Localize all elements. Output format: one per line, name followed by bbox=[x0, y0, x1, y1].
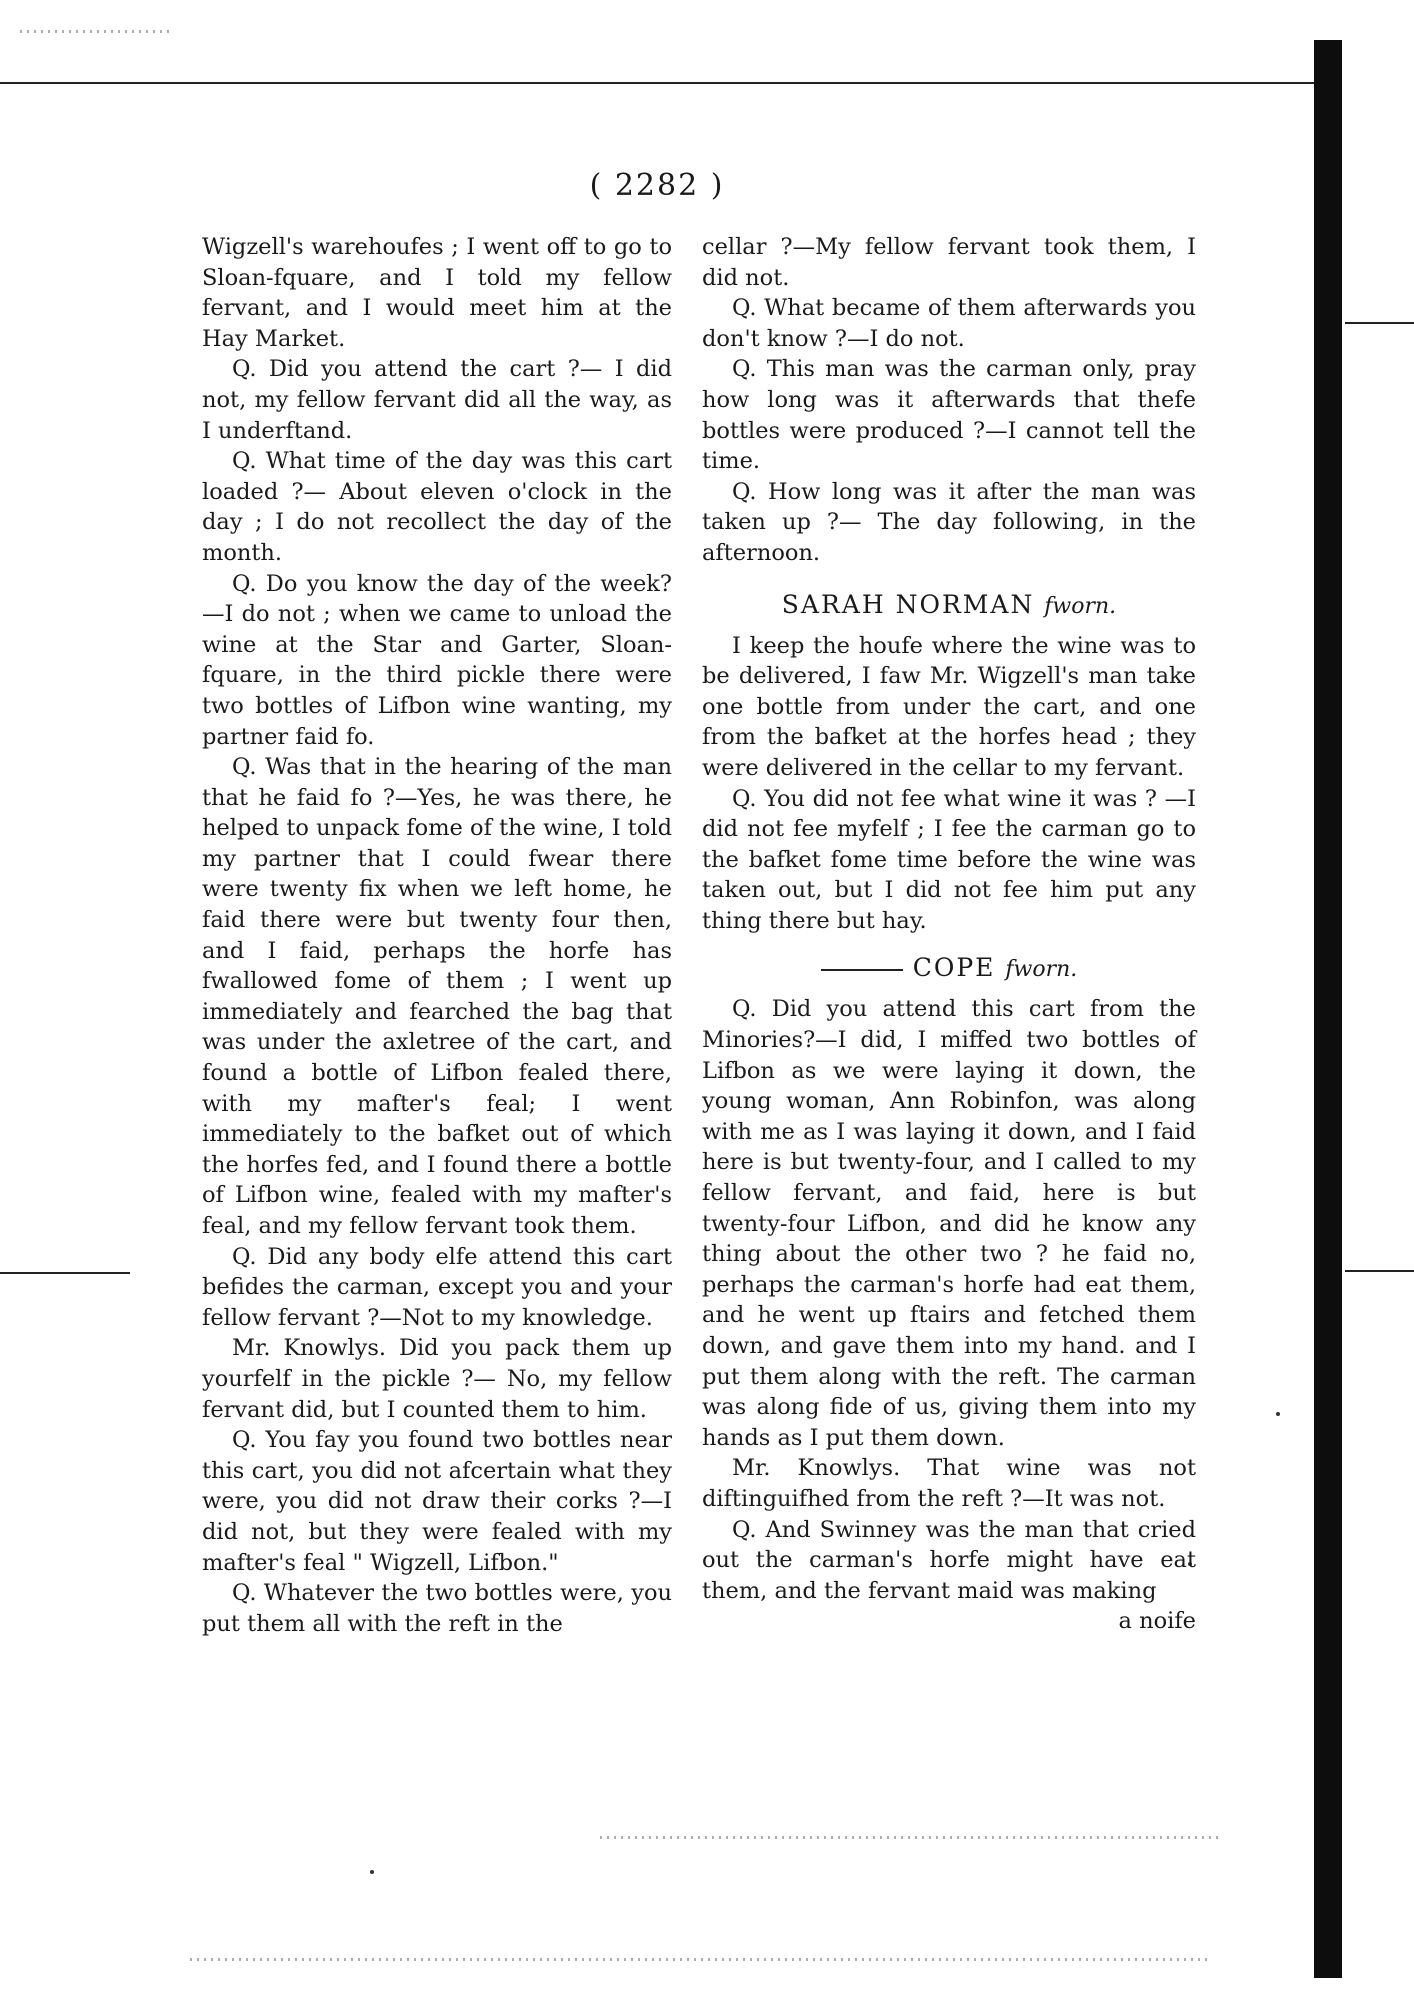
catchword: a noife bbox=[1118, 1608, 1196, 1635]
scan-noise-bottom-2 bbox=[190, 1958, 1210, 1961]
scan-rule-left bbox=[0, 1272, 130, 1274]
name-blank-rule bbox=[821, 969, 903, 971]
paragraph: Q. You fay you found two bottles near this cart, you did not afcertain what they were, you did not draw their corks ?—I did not, but they were fealed with my mafter's feal " Wigzell, Lifbon." bbox=[202, 1427, 672, 1576]
paragraph: Q. How long was it after the man was taken up ?— The day following, in the afternoon. bbox=[702, 478, 1196, 566]
paragraph: Q. Did any body elfe attend this cart befides the carman, except you and your fellow fervant ?—Not to my knowledge. bbox=[202, 1243, 672, 1331]
scan-noise-bottom-1 bbox=[600, 1836, 1220, 1839]
paragraph: Q. Whatever the two bottles were, you put them all with the reft in the bbox=[202, 1580, 672, 1637]
paragraph: Q. What became of them afterwards you don't know ?—I do not. bbox=[702, 295, 1196, 352]
scan-speck bbox=[370, 1870, 374, 1874]
paragraph: Q. Did you attend this cart from the Minories?—I did, I miffed two bottles of Lifbon as we were laying it down, the young woman, Ann Robinfon, was along with me as I was laying it down, and I faid here is but twenty-four, and I called to my fellow fervant, and faid, here is but twenty-four Lifbon, and did he know any thing about the other two ? he faid no, perhaps the carman's horfe had eat them, and he went up ftairs and fetched them down, and gave them into my hand. and I put them along with the reft. The carman was along fide of us, giving them into my hands as I put them down. bbox=[702, 996, 1196, 1451]
scan-noise-top bbox=[20, 30, 170, 33]
paragraph: Mr. Knowlys. Did you pack them up yourfelf in the pickle ?— No, my fellow fervant did, but I counted them to him. bbox=[202, 1335, 672, 1423]
witness-heading-norman bbox=[702, 589, 1196, 623]
paragraph: Mr. Knowlys. That wine was not diftinguifhed from the reft ?—It was not. bbox=[702, 1455, 1196, 1512]
witness-name: SARAH NORMAN bbox=[781, 589, 1035, 619]
sworn-label: fworn. bbox=[1044, 593, 1117, 619]
scan-speck bbox=[1276, 1412, 1280, 1416]
scan-rule-top bbox=[0, 82, 1320, 84]
paragraph: Q. Did you attend the cart ?— I did not, my fellow fervant did all the way, as I underftand. bbox=[202, 356, 672, 444]
witness-name: COPE bbox=[912, 953, 996, 983]
paragraph: Q. This man was the carman only, pray how long was it afterwards that thefe bottles were produced ?—I cannot tell the time. bbox=[702, 356, 1196, 475]
scan-rule-right-2 bbox=[1345, 1270, 1414, 1272]
paragraph: Q. You did not fee what wine it was ? —I did not fee myfelf ; I fee the carman go to the bafket fome time before the wine was taken out, but I did not fee him put any thing there but hay. bbox=[702, 785, 1196, 934]
page-number: ( 2282 ) bbox=[589, 168, 725, 203]
paragraph: Q. What time of the day was this cart loaded ?— About eleven o'clock in the day ; I do not recollect the day of the month. bbox=[202, 448, 672, 566]
paragraph: I keep the houfe where the wine was to be delivered, I faw Mr. Wigzell's man take one bottle from under the cart, and one from the bafket at the horfes head ; they were delivered in the cellar to my fervant. bbox=[702, 632, 1196, 781]
paragraph: Q. And Swinney was the man that cried out the carman's horfe might have eat them, and the fervant maid was making bbox=[702, 1516, 1196, 1604]
right-column bbox=[702, 232, 1196, 1637]
scan-rule-right-1 bbox=[1345, 322, 1414, 324]
witness-heading-cope bbox=[702, 952, 1196, 986]
left-column bbox=[202, 232, 672, 1639]
page-edge-bar bbox=[1314, 40, 1342, 1978]
paragraph: Wigzell's warehoufes ; I went off to go to Sloan-fquare, and I told my fellow fervant, and I would meet him at the Hay Market. bbox=[202, 234, 672, 352]
paragraph: Q. Do you know the day of the week? —I do not ; when we came to unload the wine at the Star and Garter, Sloan-fquare, in the third pickle there were two bottles of Lifbon wine wanting, my partner faid fo. bbox=[202, 570, 672, 750]
sworn-label: fworn. bbox=[1005, 957, 1078, 983]
paragraph: Q. Was that in the hearing of the man that he faid fo ?—Yes, he was there, he helped to unpack fome of the wine, I told my partner that I could fwear there were twenty fix when we left home, he faid there were but twenty four then, and I faid, perhaps the horfe has fwallowed fome of them ; I went up immediately and fearched the bag that was under the axletree of the cart, and found a bottle of Lifbon fealed there, with my mafter's feal; I went immediately to the bafket out of which the horfes fed, and I found there a bottle of Lifbon wine, fealed with my mafter's feal, and my fellow fervant took them. bbox=[202, 754, 672, 1239]
paragraph: cellar ?—My fellow fervant took them, I did not. bbox=[702, 234, 1196, 291]
